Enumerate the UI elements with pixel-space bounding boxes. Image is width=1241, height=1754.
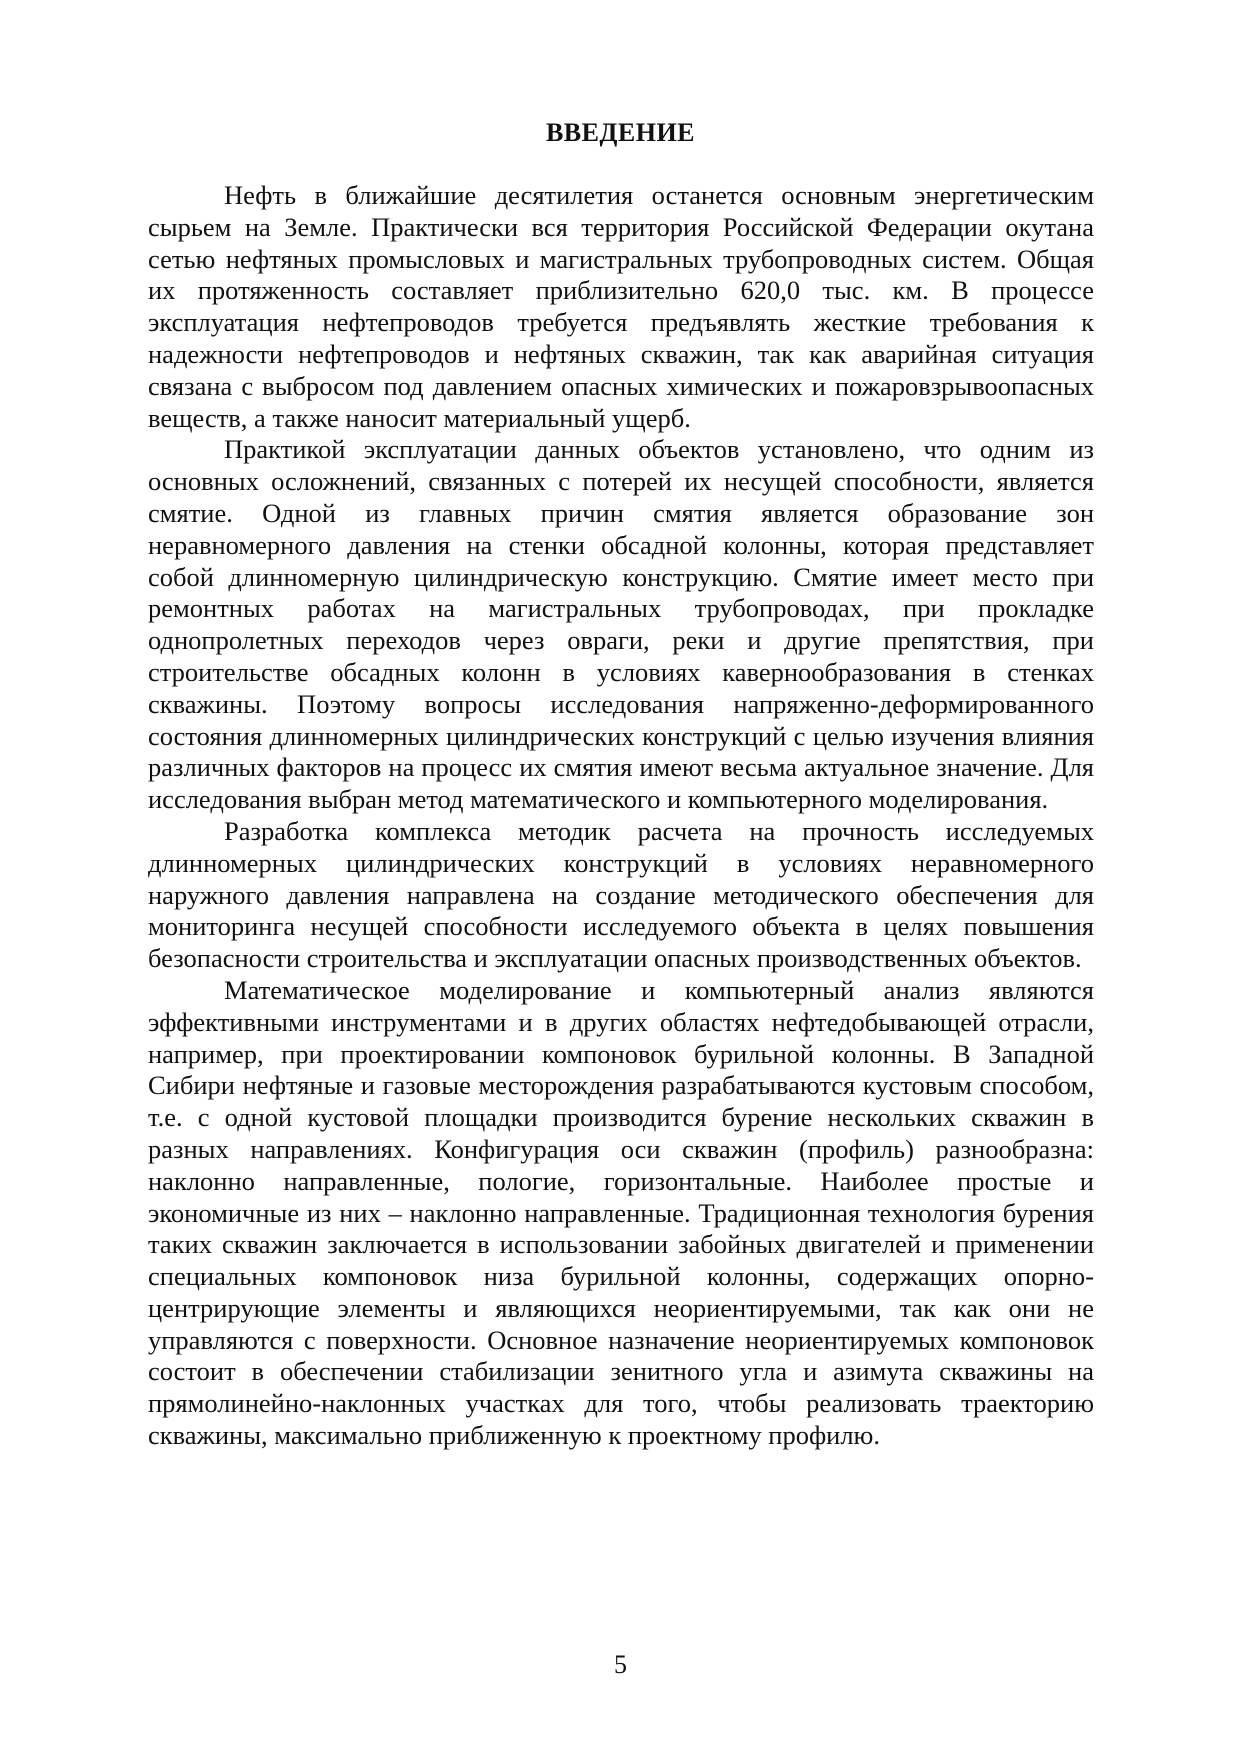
- section-heading: ВВЕДЕНИЕ: [545, 118, 696, 147]
- paragraph-2: Практикой эксплуатации данных объектов установлено, что одним из основных осложнений, связанных с потерей их несущей способности, является смятие. Одной из главных причин смятия является образование зон неравномерного давления на стенки обсадной колонны, которая представляет собой длинномерную цилиндрическую конструкцию. Смятие имеет место при ремонтных работах на магистральных трубопроводах, при прокладке однопролетных переходов через овраги, реки и другие препятствия, при строительстве обсадных колонн в условиях кавернообразования в стенках скважины. Поэтому вопросы исследования напряженно-деформированного состояния длинномерных цилиндрических конструкций с целью изучения влияния различных факторов на процесс их смятия имеют весьма актуальное значение. Для исследования выбран метод математического и компьютерного моделирования.: [148, 434, 1094, 815]
- page-number: 5: [614, 1650, 627, 1679]
- paragraph-4: Математическое моделирование и компьютерный анализ являются эффективными инструментами и в других областях нефтедобывающей отрасли, например, при проектировании компоновок бурильной колонны. В Западной Сибири нефтяные и газовые месторождения разрабатываются кустовым способом, т.е. с одной кустовой площадки производится бурение нескольких скважин в разных направлениях. Конфигурация оси скважин (профиль) разнообразна: наклонно направленные, пологие, горизонтальные. Наиболее простые и экономичные из них – наклонно направленные. Традиционная технология бурения таких скважин заключается в использовании забойных двигателей и применении специальных компоновок низа бурильной колонны, содержащих опорно-центрирующие элементы и являющихся неориентируемыми, так как они не управляются с поверхности. Основное назначение неориентируемых компоновок состоит в обеспечении стабилизации зенитного угла и азимута скважины на прямолинейно-наклонных участках для того, чтобы реализовать траекторию скважины, максимально приближенную к проектному профилю.: [148, 974, 1094, 1451]
- paragraph-1: Нефть в ближайшие десятилетия останется основным энергетическим сырьем на Земле. Практически вся территория Российской Федерации окутана сетью нефтяных промысловых и магистральных трубопроводных систем. Общая их протяженность составляет приблизительно 620,0 тыс. км. В процессе эксплуатация нефтепроводов требуется предъявлять жесткие требования к надежности нефтепроводов и нефтяных скважин, так как аварийная ситуация связана с выбросом под давлением опасных химических и пожаровзрывоопасных веществ, а также наносит материальный ущерб.: [148, 180, 1094, 433]
- body-text: [148, 180, 1094, 1452]
- paragraph-3: Разработка комплекса методик расчета на прочность исследуемых длинномерных цилиндрических конструкций в условиях неравномерного наружного давления направлена на создание методического обеспечения для мониторинга несущей способности исследуемого объекта в целях повышения безопасности строительства и эксплуатации опасных производственных объектов.: [148, 815, 1094, 974]
